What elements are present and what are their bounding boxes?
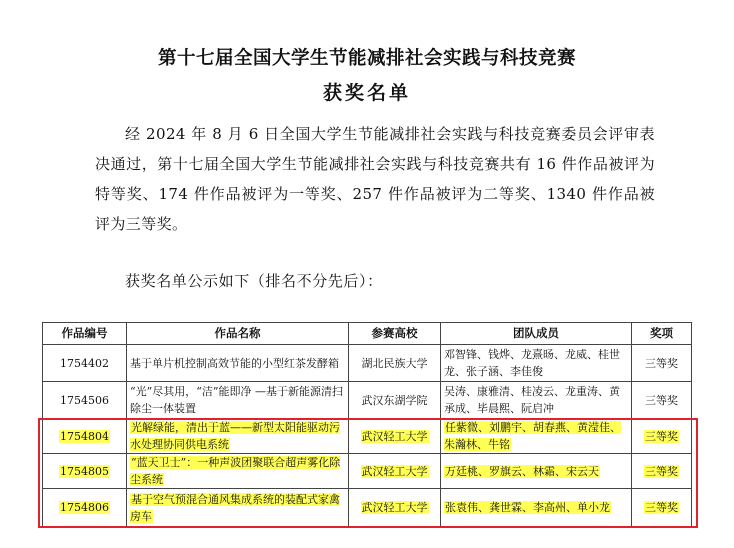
cell-name: “光”尽其用，“洁”能即净 —基于新能源清扫除尘一体装置: [127, 382, 349, 419]
cell-school: [349, 489, 441, 527]
highlight: 张袁伟、龚世霖、李高州、单小龙: [445, 501, 610, 514]
cell-award: 三等奖: [632, 382, 692, 419]
highlight: 武汉轻工大学: [361, 464, 428, 478]
cell-id: [43, 454, 127, 489]
list-intro: 获奖名单公示如下（排名不分先后）：: [125, 272, 383, 290]
cell-award: [632, 489, 692, 527]
cell-award: 三等奖: [632, 345, 692, 382]
cell-id: [43, 489, 127, 527]
cell-award: [632, 419, 692, 454]
table-row: [43, 345, 692, 382]
cell-award: [632, 454, 692, 489]
highlight: 1754804: [60, 429, 109, 443]
cell-id: [43, 419, 127, 454]
highlight: 基于空气预混合通风集成系统的装配式家禽房车: [130, 492, 340, 523]
cell-id: 1754506: [43, 382, 127, 419]
table-row: [43, 382, 692, 419]
cell-members: [441, 454, 632, 489]
cell-school: 武汉东湖学院: [349, 382, 441, 419]
highlight: 武汉轻工大学: [361, 429, 428, 443]
highlight: 任紫微、刘鹏宇、胡春燕、黄滢佳、朱瀚林、牛铭: [444, 421, 621, 451]
cell-school: [349, 454, 441, 489]
table-header-row: [43, 323, 692, 345]
col-header-members: 团队成员: [441, 323, 632, 345]
cell-name: 基于单片机控制高效节能的小型红茶发酵箱: [127, 345, 349, 382]
col-header-award: 奖项: [632, 323, 692, 345]
cell-name: [127, 419, 349, 454]
cell-members: 吴涛、康雅清、桂凌云、龙重涛、黄承成、毕晨熙、阮启冲: [441, 382, 632, 419]
intro-paragraph: [95, 119, 655, 239]
col-header-id: 作品编号: [43, 323, 127, 345]
cell-id: 1754402: [43, 345, 127, 382]
table-row-highlighted: [43, 454, 692, 489]
award-table: [42, 322, 692, 527]
cell-members: [441, 489, 632, 527]
cell-school: 湖北民族大学: [349, 345, 441, 382]
highlight: 三等奖: [645, 429, 678, 443]
col-header-school: 参赛高校: [349, 323, 441, 345]
cell-school: [349, 419, 441, 454]
table-row-highlighted: [43, 489, 692, 527]
col-header-name: 作品名称: [127, 323, 349, 345]
highlight: 三等奖: [645, 464, 678, 478]
doc-subtitle: 获奖名单: [322, 82, 411, 104]
highlight: 光解绿能，清出于蓝——新型太阳能驱动污水处理协同供电系统: [130, 421, 340, 451]
highlight: “蓝天卫士”：一种声波团聚联合超声雾化除尘系统: [130, 456, 341, 486]
doc-title: 第十七届全国大学生节能减排社会实践与科技竞赛: [157, 48, 576, 69]
paragraph-text: 经 2024 年 8 月 6 日全国大学生节能减排社会实践与科技竞赛委员会评审表决通过，第十七届全国大学生节能减排社会实践与科技竞赛共有 16 件作品被评为特等奖、174 件作品被评为一等奖、257 件作品被评为二等奖、1340 件作品被评为三等奖。: [95, 125, 655, 233]
cell-members: [441, 419, 632, 454]
cell-name: [127, 454, 349, 489]
cell-members: 邓智锋、钱烨、龙熹旸、龙威、桂世龙、张子涵、李佳俊: [441, 345, 632, 382]
highlight: 武汉轻工大学: [361, 501, 428, 514]
cell-name: [127, 489, 349, 527]
highlight: 万廷桃、罗旗云、林霜、宋云天: [445, 464, 599, 478]
highlight: 1754805: [60, 464, 109, 478]
highlight: 1754806: [60, 501, 109, 514]
table-row-highlighted: [43, 419, 692, 454]
highlight: 三等奖: [645, 501, 678, 514]
